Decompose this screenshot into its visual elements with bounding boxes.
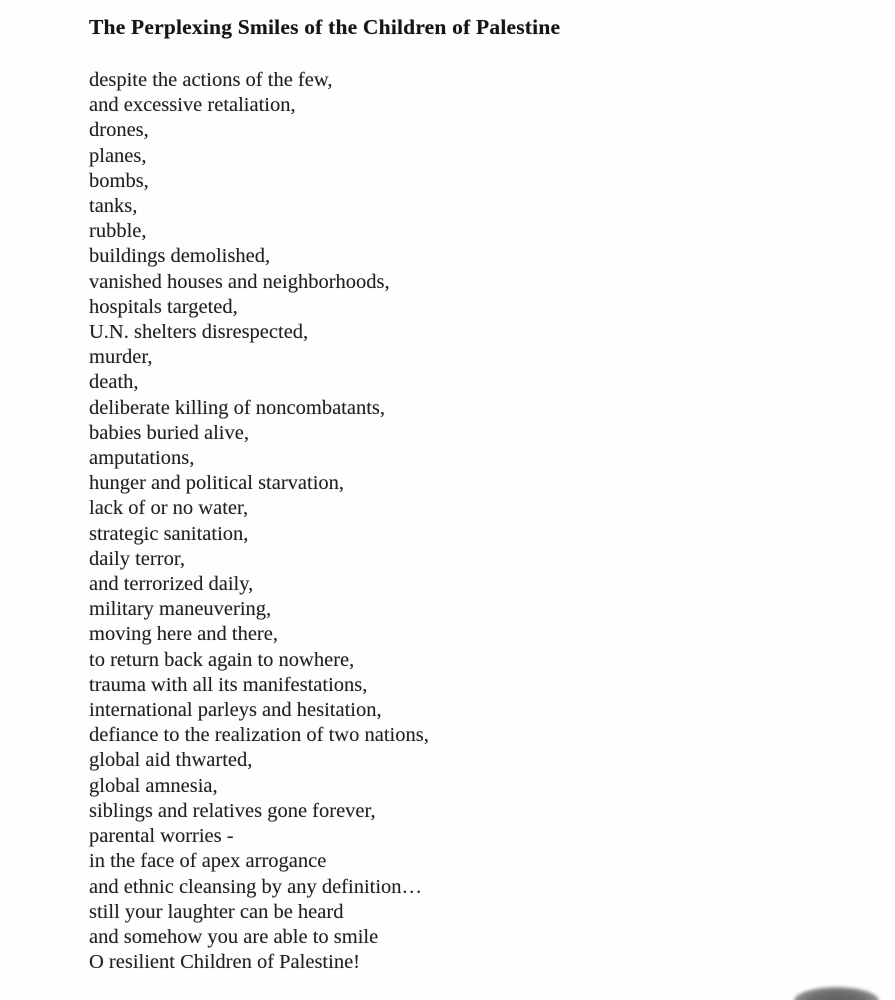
poem-line: and ethnic cleansing by any definition… xyxy=(89,875,423,898)
poem-line: murder, xyxy=(89,346,153,369)
poem-line: and excessive retaliation, xyxy=(89,94,296,117)
poem-content xyxy=(89,15,560,975)
poem-line: hunger and political starvation, xyxy=(89,472,345,495)
poem-line: global amnesia, xyxy=(89,774,218,797)
poem-line: and terrorized daily, xyxy=(89,573,254,596)
poem-line: planes, xyxy=(89,144,147,167)
poem-line: babies buried alive, xyxy=(89,421,249,444)
poem-line: defiance to the realization of two nations, xyxy=(89,724,429,747)
poem-line: drones, xyxy=(89,119,149,142)
poem-line: lack of or no water, xyxy=(89,497,249,520)
poem-body xyxy=(89,68,560,975)
poem-line: global aid thwarted, xyxy=(89,749,253,772)
poem-line: rubble, xyxy=(89,220,147,243)
poem-line: deliberate killing of noncombatants, xyxy=(89,396,386,419)
poem-line: despite the actions of the few, xyxy=(89,69,333,91)
poem-line: strategic sanitation, xyxy=(89,522,249,545)
poem-line: parental worries - xyxy=(89,825,234,848)
poem-title: The Perplexing Smiles of the Children of Palestine xyxy=(89,15,561,39)
poem-line: U.N. shelters disrespected, xyxy=(89,321,309,344)
poem-line: vanished houses and neighborhoods, xyxy=(89,270,390,293)
poem-line: to return back again to nowhere, xyxy=(89,648,355,671)
poem-line: buildings demolished, xyxy=(89,245,271,268)
cutoff-round-button xyxy=(794,987,879,1000)
poem-line: death, xyxy=(89,371,139,394)
poem-line: and somehow you are able to smile xyxy=(89,925,379,948)
poem-line: O resilient Children of Palestine! xyxy=(89,951,360,974)
poem-line: tanks, xyxy=(89,195,138,218)
poem-line: amputations, xyxy=(89,447,195,470)
poem-line: still your laughter can be heard xyxy=(89,900,344,923)
poem-line: in the face of apex arrogance xyxy=(89,850,327,873)
poem-line: trauma with all its manifestations, xyxy=(89,673,368,696)
poem-line: military maneuvering, xyxy=(89,598,272,621)
poem-line: siblings and relatives gone forever, xyxy=(89,799,376,822)
poem-line: hospitals targeted, xyxy=(89,295,238,318)
poem-line: moving here and there, xyxy=(89,623,278,646)
poem-line: daily terror, xyxy=(89,547,185,570)
poem-line: bombs, xyxy=(89,169,149,192)
poem-line: international parleys and hesitation, xyxy=(89,699,382,722)
